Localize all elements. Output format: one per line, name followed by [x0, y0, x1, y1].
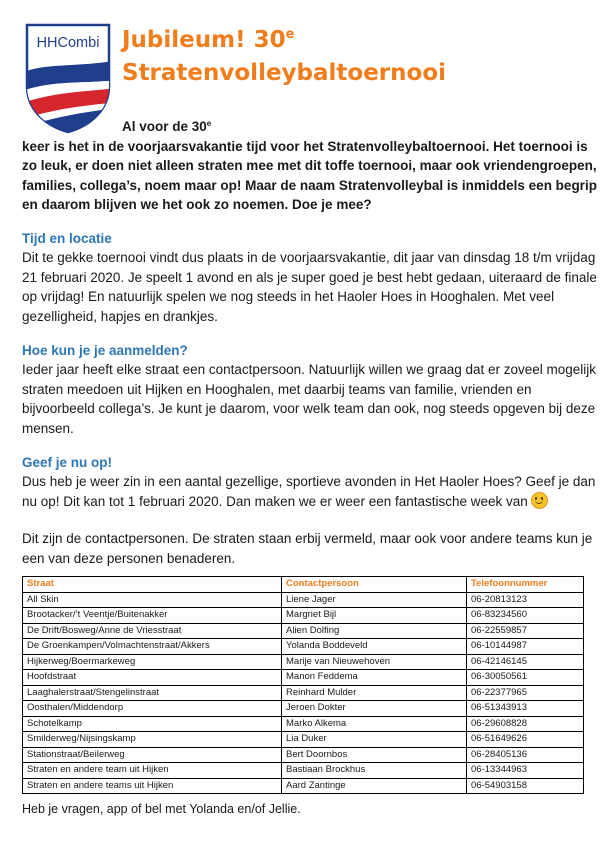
table-row [23, 685, 584, 701]
table-row [23, 778, 584, 794]
cell-contactpersoon: Jeroen Dokter [282, 701, 467, 717]
paragraph-geef-je-op: Dus heb je weer zin in een aantal gezellige, sportieve avonden in Het Haoler Hoes? Geef je dan nu op! Dit kan tot 1 februari 2020. Dan maken we er weer een fantastische week van [22, 474, 596, 509]
cell-straat: Hijkerweg/Boermarkeweg [23, 654, 282, 670]
logo-text: HHCombi [36, 35, 100, 51]
title-line-1: Jubileum! 30 [122, 27, 286, 53]
cell-straat: Oosthalen/Middendorp [23, 701, 282, 717]
paragraph-aanmelden: Ieder jaar heeft elke straat een contactpersoon. Natuurlijk willen we graag dat er zoveel mogelijk straten meedoen uit Hijken en Hooghalen, met daarbij teams van familie, vrienden en bijvoorbeeld collega’s. Je kunt je daarom, voor welk team dan ook, nog steeds opgeven bij deze mensen. [22, 362, 597, 436]
cell-contactpersoon: Bert Doornbos [282, 747, 467, 763]
cell-telefoon: 06-42146145 [467, 654, 584, 670]
cell-telefoon: 06-28405136 [467, 747, 584, 763]
cell-contactpersoon: Manon Feddema [282, 670, 467, 686]
cell-telefoon: 06-83234560 [467, 608, 584, 624]
paragraph-tijd-en-locatie: Dit te gekke toernooi vindt dus plaats in de voorjaarsvakantie, dit jaar van dinsdag 18 t/m vrijdag 21 februari 2020. Je speelt 1 avond en als je super goed je best hebt gedaan, uiteraard de finale op vrijdag! En natuurlijk spelen we nog steeds in het Haoler Hoes in Hooghalen. Met veel gezelligheid, hapjes en drankjes. [22, 250, 597, 324]
cell-straat: Schotelkamp [23, 716, 282, 732]
cell-contactpersoon: Margriet Bijl [282, 608, 467, 624]
table-row [23, 670, 584, 686]
cell-straat: De Drift/Bosweg/Anne de Vriesstraat [23, 623, 282, 639]
title-superscript: e [285, 27, 295, 42]
cell-contactpersoon: Reinhard Mulder [282, 685, 467, 701]
cell-contactpersoon: Lia Duker [282, 732, 467, 748]
cell-telefoon: 06-22377965 [467, 685, 584, 701]
cell-straat: De Groenkampen/Volmachtenstraat/Akkers [23, 639, 282, 655]
cell-telefoon: 06-54903158 [467, 778, 584, 794]
contacts-table [22, 576, 584, 794]
page-title [122, 24, 446, 90]
intro-text: keer is het in de voorjaarsvakantie tijd voor het Stratenvolleybaltoernooi. Het toernooi is zo leuk, er doen niet alleen straten mee met dit toffe toernooi, maar ook vriendengroepen, families, collega’s, noem maar op! Maar de naam Stratenvolleybal is inmiddels een begrip en daarom blijven we het ook zo noemen. Doe je mee? [22, 138, 597, 212]
smiley-icon [531, 492, 548, 509]
table-row [23, 639, 584, 655]
cell-telefoon: 06-22559857 [467, 623, 584, 639]
cell-contactpersoon: Bastiaan Brockhus [282, 763, 467, 779]
cell-straat: All Skin [23, 592, 282, 608]
heading-geef-je-op: Geef je nu op! [22, 455, 113, 470]
cell-telefoon: 06-29608828 [467, 716, 584, 732]
heading-tijd-en-locatie: Tijd en locatie [22, 231, 112, 246]
intro-paragraph: Al voor de 30e keer is het in de voorjaarsvakantie tijd voor het Stratenvolleybaltoernooi. Het toernooi is zo leuk, er doen niet alleen straten mee met dit toffe toernooi, maar ook vriendengroepen, families, collega’s, noem maar op! Maar de naam Stratenvolleybal is inmiddels een begrip en daarom blijven we het ook zo noemen. Doe je mee? [22, 119, 597, 212]
table-row [23, 623, 584, 639]
cell-telefoon: 06-20813123 [467, 592, 584, 608]
cell-telefoon: 06-10144987 [467, 639, 584, 655]
table-row [23, 747, 584, 763]
cell-telefoon: 06-51343913 [467, 701, 584, 717]
cell-telefoon: 06-30050561 [467, 670, 584, 686]
table-row [23, 716, 584, 732]
cell-telefoon: 06-51649626 [467, 732, 584, 748]
table-row [23, 654, 584, 670]
heading-aanmelden: Hoe kun je je aanmelden? [22, 343, 188, 358]
table-row [23, 732, 584, 748]
table-row [23, 608, 584, 624]
cell-straat: Smilderweg/Nijsingskamp [23, 732, 282, 748]
cell-straat: Straten en andere teams uit Hijken [23, 778, 282, 794]
cell-contactpersoon: Yolanda Boddeveld [282, 639, 467, 655]
cell-contactpersoon: Alien Dolfing [282, 623, 467, 639]
cell-contactpersoon: Aard Zantinge [282, 778, 467, 794]
column-header-straat: Straat [23, 577, 282, 593]
cell-straat: Laaghalerstraat/Stengelinstraat [23, 685, 282, 701]
table-row [23, 701, 584, 717]
cell-contactpersoon: Marije van Nieuwehoven [282, 654, 467, 670]
title-line-2: Stratenvolleybaltoernooi [122, 60, 447, 86]
cell-straat: Brootacker/’t Veentje/Buitenakker [23, 608, 282, 624]
table-header-row [23, 577, 584, 593]
table-row [23, 592, 584, 608]
cell-straat: Straten en andere team uit Hijken [23, 763, 282, 779]
cell-straat: Stationstraat/Beilerweg [23, 747, 282, 763]
cell-contactpersoon: Liene Jager [282, 592, 467, 608]
column-header-contactpersoon: Contactpersoon [282, 577, 467, 593]
footer-note: Heb je vragen, app of bel met Yolanda en/of Jellie. [22, 802, 301, 816]
cell-straat: Hoofdstraat [23, 670, 282, 686]
contacts-intro: Dit zijn de contactpersonen. De straten staan erbij vermeld, maar ook voor andere teams kun je een van deze personen benaderen. [22, 531, 593, 566]
cell-contactpersoon: Marko Alkema [282, 716, 467, 732]
table-row [23, 763, 584, 779]
cell-telefoon: 06-13344963 [467, 763, 584, 779]
column-header-telefoonnummer: Telefoonnummer [467, 577, 584, 593]
